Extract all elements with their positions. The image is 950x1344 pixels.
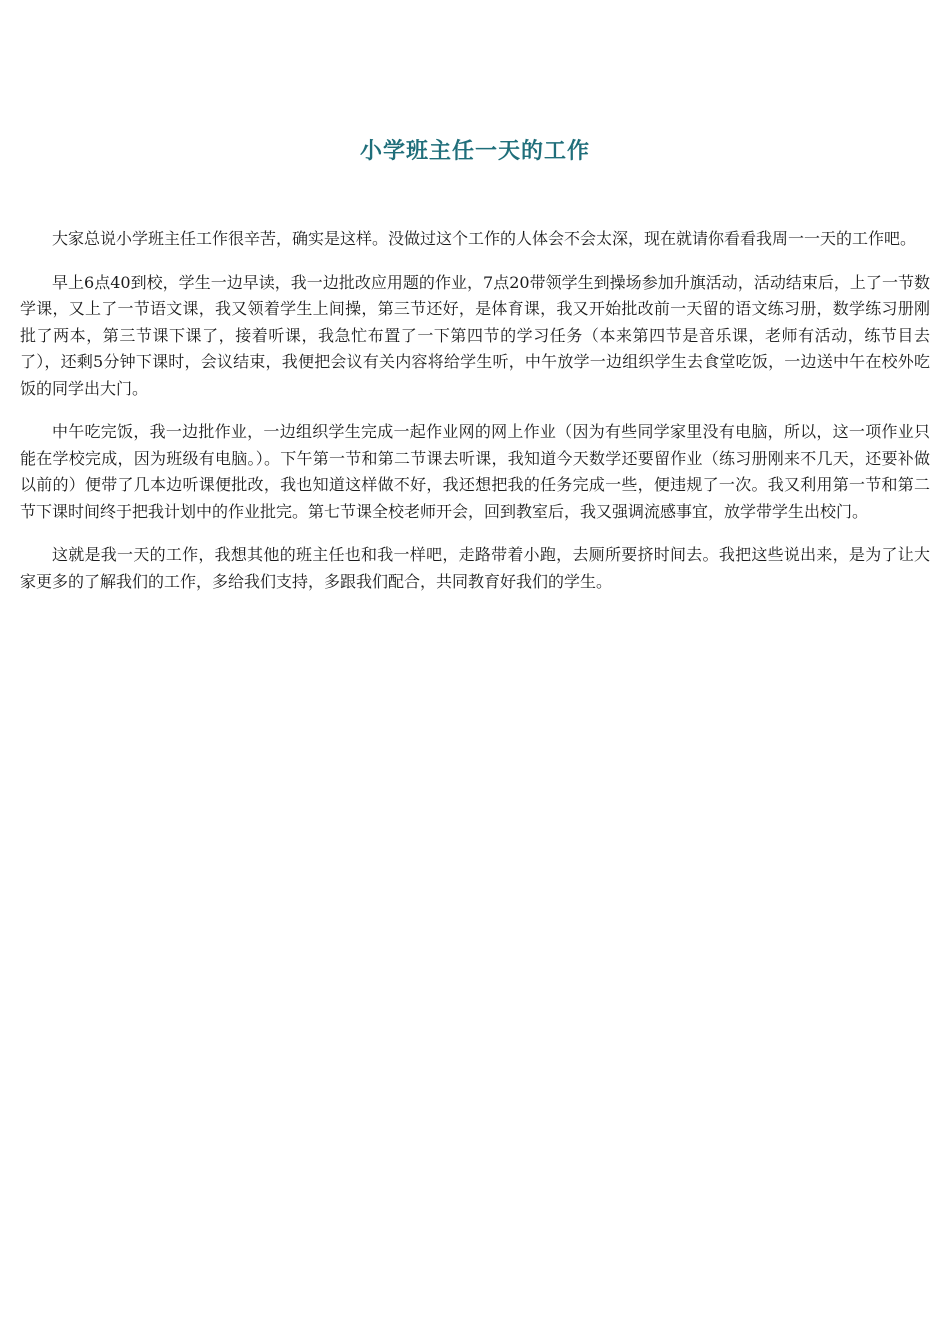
paragraph-intro: 大家总说小学班主任工作很辛苦，确实是这样。没做过这个工作的人体会不会太深，现在就请你看看我周一一天的工作吧。	[52, 229, 917, 248]
document-body	[20, 226, 930, 612]
paragraph-afternoon: 中午吃完饭，我一边批作业，一边组织学生完成一起作业网的网上作业（因为有些同学家里没有电脑，所以，这一项作业只能在学校完成，因为班级有电脑。）。下午第一节和第二节课去听课，我知道今天数学还要留作业（练习册刚来不几天，还要补做以前的）便带了几本边听课便批改，我也知道这样做不好，我还想把我的任务完成一些，便违规了一次。我又利用第一节和第二节下课时间终于把我计划中的作业批完。第七节课全校老师开会，回到教室后，我又强调流感事宜，放学带学生出校门。	[20, 422, 930, 521]
document-title: 小学班主任一天的工作	[359, 138, 590, 164]
paragraph-morning: 早上6点40到校，学生一边早读，我一边批改应用题的作业，7点20带领学生到操场参加升旗活动，活动结束后，上了一节数学课，又上了一节语文课，我又领着学生上间操，第三节还好，是体育课，我又开始批改前一天留的语文练习册，数学练习册刚批了两本，第三节课下课了，接着听课，我急忙布置了一下第四节的学习任务（本来第四节是音乐课，老师有活动，练节目去了），还剩5分钟下课时，会议结束，我便把会议有关内容将给学生听，中午放学一边组织学生去食堂吃饭，一边送中午在校外吃饭的同学出大门。	[20, 272, 930, 398]
paragraph-conclusion: 这就是我一天的工作，我想其他的班主任也和我一样吧，走路带着小跑，去厕所要挤时间去。我把这些说出来，是为了让大家更多的了解我们的工作，多给我们支持，多跟我们配合，共同教育好我们的学生。	[20, 545, 930, 591]
